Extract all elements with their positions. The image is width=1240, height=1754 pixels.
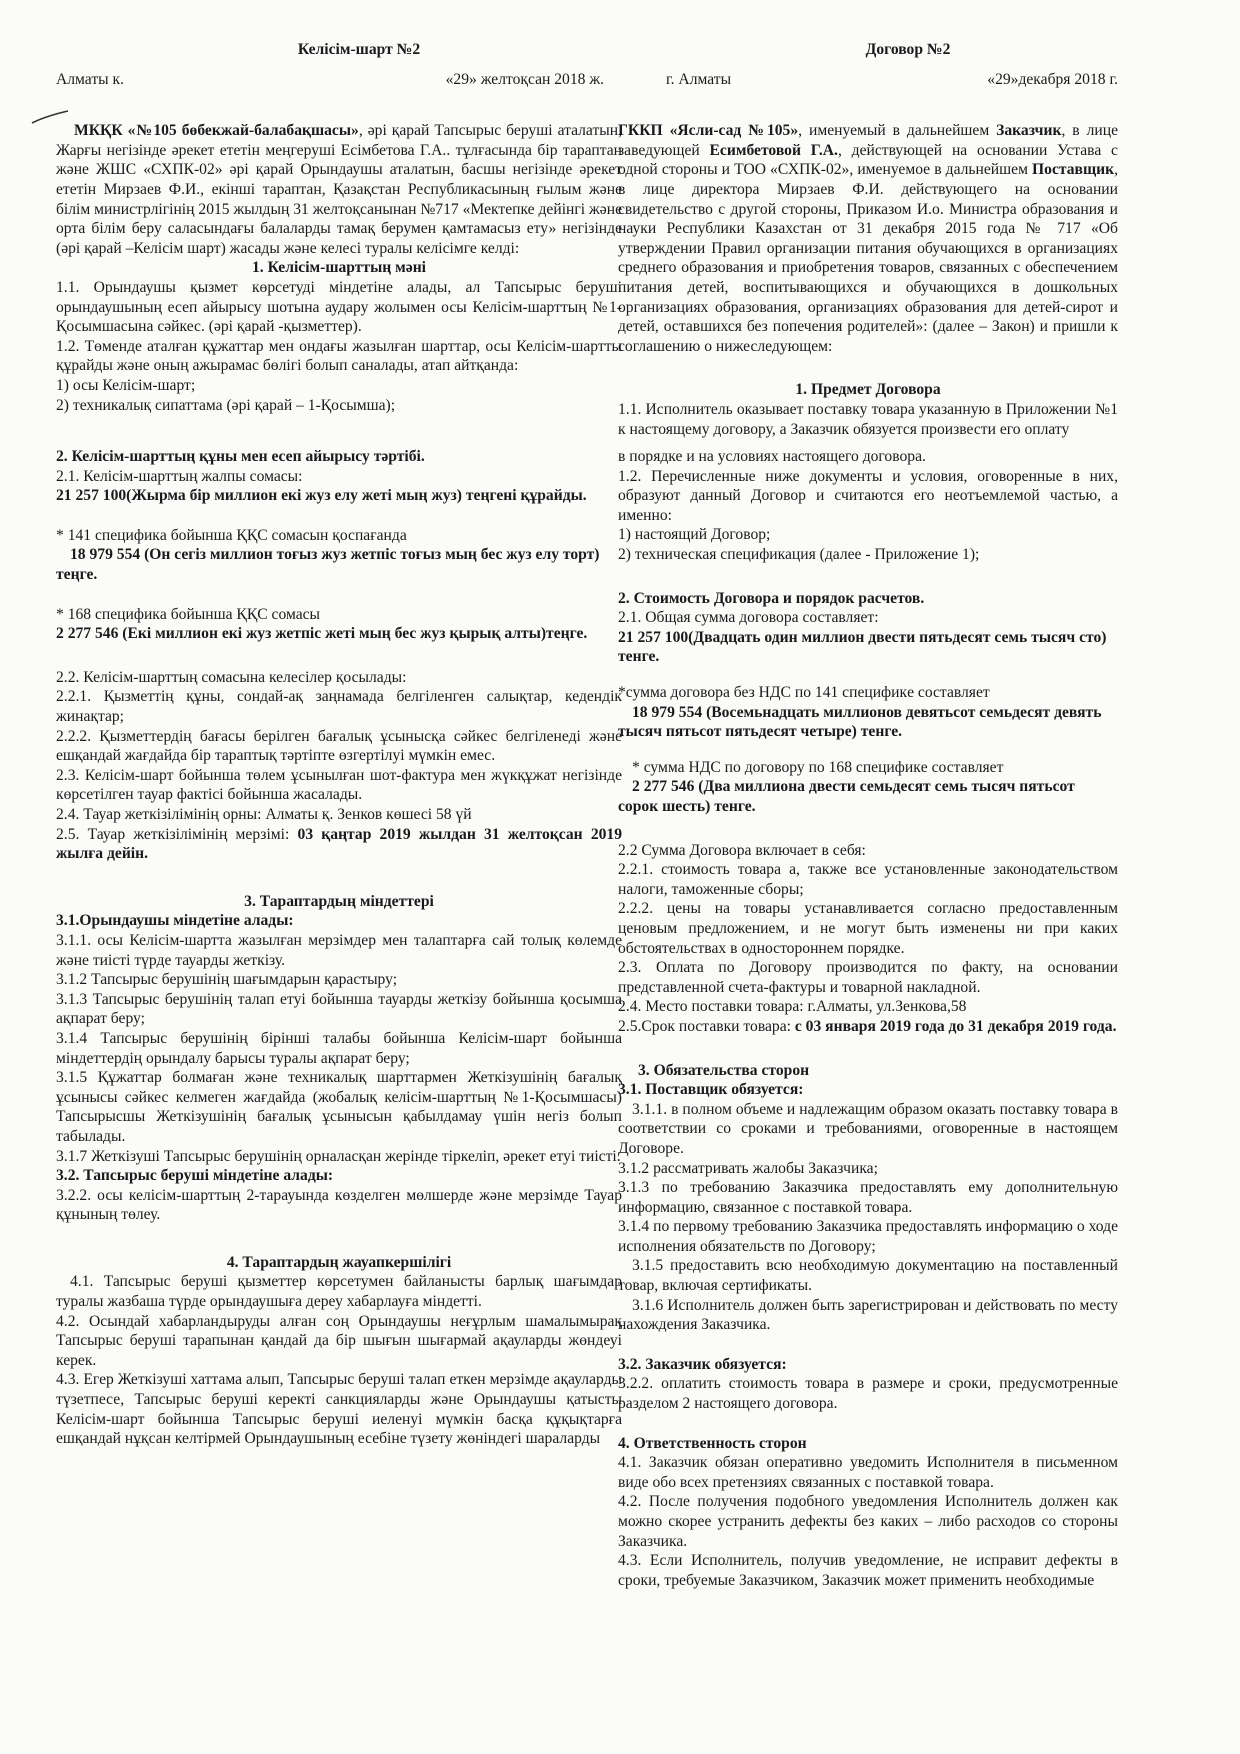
kz-s1-p2: 1.2. Төменде аталған құжаттар мен ондағы жазылған шарттар, осы Келісім-шартты құрайды және оның ажырамас бөлігі болып саналады, атап айтқанда:: [56, 337, 622, 375]
ru-s4-p42: 4.2. После получения подобного уведомления Исполнитель должен как можно скорее устранить дефекты без каких – либо расходов со стороны Заказчика.: [618, 1493, 1118, 1550]
kz-header-row: [56, 70, 622, 90]
kz-s3-sub2: 3.2. Тапсырыс беруші міндетіне алады:: [56, 1167, 334, 1185]
ru-s3-sub2: 3.2. Заказчик обязуется:: [618, 1355, 787, 1373]
kz-s2-sum: 21 257 100(Жырма бір миллион екі жуз елу жеті мың жуз) теңгені құрайды.: [56, 487, 587, 505]
kz-s3-p317: 3.1.7 Жеткізуші Тапсырыс берушінің орналасқан жерінде тіркеліп, әрекет етуі тиісті.: [56, 1147, 621, 1165]
ru-s1-p1b: в порядке и на условиях настоящего договора.: [618, 448, 926, 466]
ru-city: г. Алматы: [666, 70, 732, 88]
kz-s3-heading: 3. Тараптардың міндеттері: [244, 892, 434, 910]
ru-s3-heading: 3. Обязательства сторон: [638, 1061, 810, 1079]
ru-s2-sum: 21 257 100(Двадцать один миллион двести пятьдесят семь тысяч сто) тенге.: [618, 628, 1107, 666]
kazakh-column: [56, 40, 622, 1449]
kz-s2-p24: 2.4. Тауар жеткізілімінің орны: Алматы қ. Зенков көшесі 58 үй: [56, 806, 472, 823]
kz-s4-p41: 4.1. Тапсырыс беруші қызметтер көрсетумен байланысты барлық шағымдар туралы жазбаша түрде орындаушыға дереу хабарлауға міндетті.: [56, 1273, 622, 1311]
ru-s2-sum168: 2 277 546 (Два миллиона двести семьдесят семь тысяч пятьсот сорок шесть) тенге.: [618, 778, 1075, 815]
ru-s3-p313: 3.1.3 по требованию Заказчика предоставлять ему дополнительную информацию, связанное с поставкой товара.: [618, 1179, 1118, 1216]
kz-s1-l2: 2) техникалық сипаттама (әрі қарай – 1-Қосымша);: [56, 396, 396, 414]
kz-s2-p1: 2.1. Келісім-шарттың жалпы сомасы:: [56, 467, 303, 485]
kz-date: «29» желтоқсан 2018 ж.: [445, 70, 604, 88]
kz-s3-p322: 3.2.2. осы келісім-шарттың 2-тарауында көзделген мөлшерде және мерзімде Тауар құнының төлеу.: [56, 1186, 622, 1224]
ru-s2-n168: * сумма НДС по договору по 168 спецификe составляет: [632, 758, 1004, 776]
ru-s3-p316: 3.1.6 Исполнитель должен быть зарегистрирован и действовать по месту нахождения Заказчика.: [618, 1296, 1118, 1334]
kz-org: МКҚК «№105 бөбекжай-балабақшасы»: [74, 122, 359, 140]
ru-s1-p2: 1.2. Перечисленные ниже документы и условия, оговоренные в них, образуют данный Договор и считаются его неотъемлемой частью, а именно:: [618, 467, 1118, 524]
ru-s3-p311: 3.1.1. в полном объеме и надлежащим образом оказать поставку товара в соответствии со сроками и требованиями, оговоренные в настоящем Договоре.: [618, 1100, 1118, 1157]
ru-s3-p322: 3.2.2. оплатить стоимость товара в размере и сроки, предусмотренные разделом 2 настоящего договора.: [618, 1375, 1118, 1413]
kz-s2-n141: * 141 спецификa бойынша ҚҚС сомасын қоспағанда: [56, 526, 407, 544]
kz-s4-p42: 4.2. Осындай хабарландыруды алған соң Орындаушы неғұрлым шамалымырақ Тапсырыс беруші тарапынан қандай да бір шығын шығармай ақауларды жөндеуі керек.: [56, 1312, 622, 1369]
ru-s1-p1a: 1.1. Исполнитель оказывает поставку товара указанную в Приложении №1 к настоящему договору, а Заказчик обязуется произвести его оплату: [618, 400, 1118, 438]
ru-s2-p23: 2.3. Оплата по Договору производится по факту, на основании представленной счета-фактуры и товарной накладной.: [618, 959, 1118, 996]
ru-s4-p43: 4.3. Если Исполнитель, получив уведомление, не исправит дефекты в сроки, требуемые Заказчиком, Заказчик может применить необходимые: [618, 1552, 1118, 1589]
ru-s2-p221: 2.2.1. стоимость товара а, также все установленные законодательством налоги, таможенные сборы;: [618, 861, 1118, 898]
kz-s2-heading: 2. Келісім-шарттың құны мен есеп айырысу тәртібі.: [56, 448, 425, 466]
kz-s2-p221: 2.2.1. Қызметтің құны, сондай-ақ заңнамада белгіленген салықтар, кедендік жинақтар;: [56, 688, 622, 726]
kz-s1-p1: 1.1. Орындаушы қызмет көрсетуді міндетіне алады, ал Тапсырыс беруші орындаушының есеп айырысу шотына аудару жолымен осы Келісім-шарттың №1-Қосымшасына сәйкес. (әрі қарай -қызметтер).: [56, 278, 622, 336]
kz-s2-p25: 2.5. Тауар жеткізілімінің мерзімі: 03 қаңтар 2019 жылдан 31 желтоқсан 2019 жылға дейін.: [56, 825, 623, 863]
ru-s2-n141: *сумма договора без НДС по 141 спецификe составляет: [618, 684, 990, 702]
kz-s2-p22: 2.2. Келісім-шарттың сомасына келесілер қосылады:: [56, 668, 407, 686]
kz-s3-p313: 3.1.3 Тапсырыс берушінің талап етуі бойынша тауарды жеткізу бойынша қосымша ақпарат беру;: [56, 990, 622, 1028]
ru-s2-p1: 2.1. Общая сумма договора составляет:: [618, 609, 879, 627]
kz-s3-p312: 3.1.2 Тапсырыс берушінің шағымдарын қарастыру;: [56, 971, 398, 989]
kz-title: Келісім-шарт №2: [297, 41, 421, 58]
kz-s3-p311: 3.1.1. осы Келісім-шартта жазылған мерзімдер мен талаптарға сай толық көлемде және тиісті түрде тауарды жеткізу.: [56, 931, 622, 969]
kz-s4-p43: 4.3. Егер Жеткізуші хаттама алып, Тапсырыс беруші талап еткен мерзімде ақауларды түзетпесе, Тапсырыс беруші керекті санкцияларды және Орындаушы қатысты Келісім-шарт бойынша Тапсырыс беруші иеленуі мүмкін басқа құқықтарға ешқандай нұқсан келтірмей Орындаушының есебіне түзету жөніндегі шараларды: [56, 1371, 622, 1448]
ru-preamble: ГККП «Ясли-сад №105», именуемый в дальнейшем Заказчик, в лице заведующей Есимбетовой Г.А., действующей на основании Устава с одной стороны и ТОО «СХПК-02», именуемое в дальнейшем Поставщик, в лице директора Мирзаев Ф.И. действующего на основании свидетельство с другой стороны, Приказом И.о. Министра образования и науки Республики Казахстан от 31 декабря 2015 года № 717 «Об утверждении Правил организации питания обучающихся в организациях среднего образования и приобретения товаров, связанных с обеспечением питания детей, воспитывающихся и обучающихся в дошкольных организациях образования, организациях образования для детей-сирот и детей, оставшихся без попечения родителей»: (далее – Закон) и пришли к соглашению о нижеследующем:: [618, 122, 1118, 355]
kz-s1-heading: 1. Келісім-шарттың мәні: [251, 259, 427, 277]
kz-s3-p315: 3.1.5 Құжаттар болмаған және техникалық шарттармен Жеткізушінің бағалық ұсынысы сәйкес келмеген жағдайда (жобалық келісім-шарттың №1-Қосымшасы) Тапсырысшы Жеткізушінің бағалық ұсынысын қабылдамау үшін негіз болып табылады.: [56, 1069, 622, 1145]
ru-s3-p312: 3.1.2 рассматривать жалобы Заказчика;: [618, 1159, 878, 1177]
ru-date: «29»декабря 2018 г.: [987, 70, 1118, 88]
ru-s3-p315: 3.1.5 предоставить всю необходимую документацию на поставленный товар, включая сертификаты.: [618, 1257, 1118, 1295]
ru-s3-sub1: 3.1. Поставщик обязуется:: [618, 1081, 804, 1099]
ru-header-row: [618, 70, 1118, 90]
kz-city: Алматы к.: [56, 70, 124, 88]
kz-preamble: МКҚК «№105 бөбекжай-балабақшасы», әрі қарай Тапсырыс беруші аталатын, Жарғы негізінде әрекет ететін меңгеруші Есімбетова Г.А.. тұлғасында бір тараптан және ЖШС «СХПК-02» әрі қарай Орындаушы аталатын, басшы негізінде әрекет ететін Мирзаев Ф.И., екінші тараптан, Қазақстан Республикасының ғылым және білім министрлігінің 2015 жылдың 31 желтоқсанынан №717 «Мектепке дейінгі және орта білім беру саласындағы балаларды тамақ берумен қамтамасыз ету» негізінде (әрі қарай –Келісім шарт) жасады және келесі туралы келісімге келді:: [56, 122, 622, 257]
kz-s2-n168: * 168 спецификa бойынша ҚҚС сомасы: [56, 605, 321, 623]
ru-s2-p25: 2.5.Срок поставки товара: с 03 января 2019 года до 31 декабря 2019 года.: [618, 1017, 1117, 1035]
ru-s2-heading: 2. Стоимость Договора и порядок расчетов.: [618, 589, 925, 607]
kz-s2-sum168: 2 277 546 (Екі миллион екі жуз жетпіс жеті мың бес жуз қырық алты)теңге.: [56, 625, 588, 643]
kz-s2-p222: 2.2.2. Қызметтердің бағасы берілген бағалық ұсынысқа сәйкес белгіленеді және ешқандай жағдайда бір тараптық тәртіпте өзгертілуі мүмкін емес.: [56, 727, 622, 765]
kz-s3-p314: 3.1.4 Тапсырыс берушінің бірінші талабы бойынша Келісім-шарт бойынша міндеттердің орындалу барысы туралы ақпарат беру;: [56, 1029, 622, 1067]
ru-s1-heading: 1. Предмет Договора: [795, 381, 941, 399]
russian-column: [618, 40, 1118, 1590]
ru-title: Договор №2: [865, 41, 951, 58]
ru-s3-p314: 3.1.4 по первому требованию Заказчика предоставлять информацию о ходе исполнения обязательств по Договору;: [618, 1218, 1118, 1255]
ru-s4-p41: 4.1. Заказчик обязан оперативно уведомить Исполнителя в письменном виде обо всех претензиях связанных с поставкой товара.: [618, 1454, 1118, 1491]
ru-s4-heading: 4. Ответственность сторон: [618, 1434, 807, 1452]
ru-s2-p22: 2.2 Сумма Договора включает в себя:: [618, 841, 866, 859]
kz-s3-sub1: 3.1.Орындаушы міндетіне алады:: [56, 912, 294, 930]
ru-s1-l1: 1) настоящий Договор;: [618, 526, 771, 544]
kz-s1-l1: 1) осы Келісім-шарт;: [56, 376, 196, 394]
kz-s2-sum141: 18 979 554 (Он сегіз миллион тоғыз жуз жетпіс тоғыз мың бес жуз елу торт) теңге.: [56, 546, 600, 584]
ru-s1-l2: 2) техническая спецификация (далее - Приложение 1);: [618, 546, 980, 564]
ru-s2-p222: 2.2.2. цены на товары устанавливается согласно предоставленным ценовым предложением, и не могут быть изменены ни при каких обстоятельствах в одностороннем порядке.: [618, 900, 1118, 957]
ru-s2-sum141: 18 979 554 (Восемьнадцать миллионов девятьсот семьдесят девять тысяч пятьсот пятьдесят четыре) тенге.: [618, 703, 1102, 741]
kz-s2-p23: 2.3. Келісім-шарт бойынша төлем ұсынылған шот-фактура мен жүкқұжат негізінде көрсетілген тауар фактісі бойынша жасалады.: [56, 766, 622, 804]
ru-s2-p24: 2.4. Место поставки товара: г.Алматы, ул.Зенкова,58: [618, 998, 967, 1016]
kz-s4-heading: 4. Тараптардың жауапкершілігі: [226, 1253, 452, 1271]
